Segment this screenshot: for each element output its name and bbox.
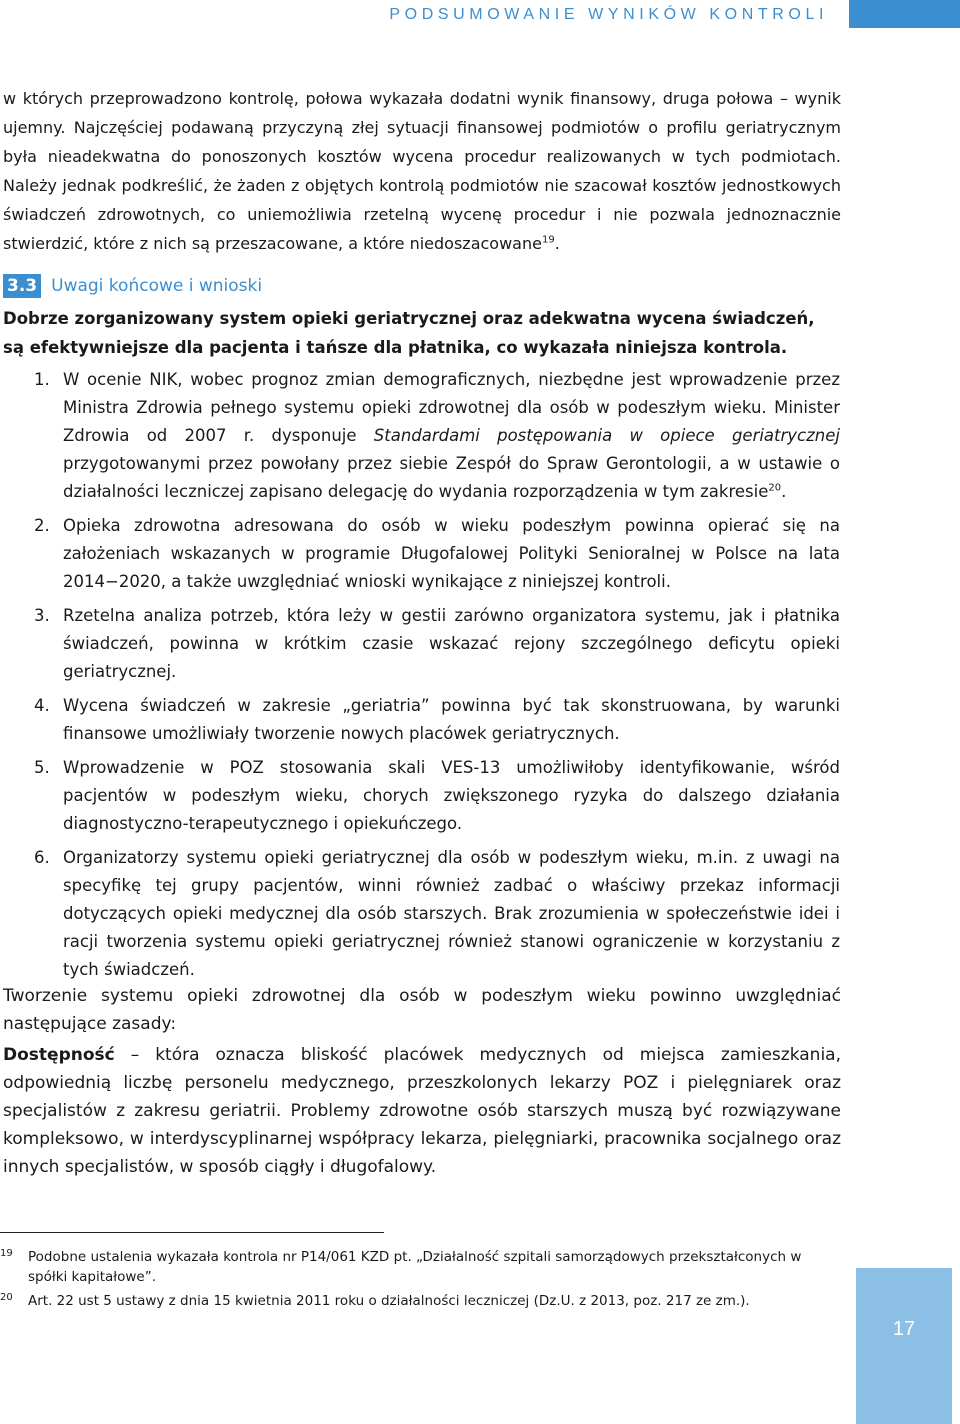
footnote-ref-19[interactable]: 19 bbox=[541, 234, 555, 246]
footnotes bbox=[0, 1247, 840, 1315]
header-color-block bbox=[849, 0, 960, 28]
intro-paragraph bbox=[3, 84, 841, 258]
footnote-text: Art. 22 ust 5 ustawy z dnia 15 kwietnia 2011 roku o działalności leczniczej (Dz.U. z 2013, poz. 217 ze zm.). bbox=[28, 1293, 750, 1309]
footnote-19 bbox=[0, 1247, 840, 1287]
finding-number: 1. bbox=[34, 370, 50, 389]
finding-text: Wprowadzenie w POZ stosowania skali VES-13 umożliwiłoby identyfikowanie, wśród pacjentów w podeszłym wieku, chorych zwiększonego ryzyka do dalszego działania diagnostyczno-terapeutycznego i opiekuńczego. bbox=[63, 758, 840, 833]
footnote-ref-20[interactable]: 20 bbox=[768, 482, 782, 494]
footnote-number: 20 bbox=[0, 1292, 13, 1303]
lead-paragraph: Dobrze zorganizowany system opieki geriatrycznej oraz adekwatna wycena świadczeń, są efektywniejsze dla pacjenta i tańsze dla płatnika, co wykazała niniejsza kontrola. bbox=[3, 309, 815, 357]
finding-item-6 bbox=[0, 844, 840, 984]
section-number: 3.3 bbox=[3, 274, 41, 298]
standards-title: Standardami postępowania w opiece geriatrycznej bbox=[373, 426, 840, 445]
finding-text-end: . bbox=[781, 482, 787, 501]
section-title: Uwagi końcowe i wnioski bbox=[51, 276, 263, 296]
intro-text: w których przeprowadzono kontrolę, połowa wykazała dodatni wynik finansowy, druga połowa – wynik ujemny. Najczęściej podawaną przyczyną złej sytuacji finansowej podmiotów o profilu geriatrycznym była nieadekwatna do ponoszonych kosztów wycena procedur realizowanych w tych podmiotach. Należy jednak podkreślić, że żaden z objętych kontrolą podmiotów nie szacował kosztów jednostkowych świadczeń zdrowotnych, co uniemożliwia rzetelną wycenę procedur i nie pozwala jednoznacznie stwierdzić, które z nich są przeszacowane, a które niedoszacowane bbox=[3, 89, 841, 253]
finding-item-1 bbox=[0, 366, 840, 506]
finding-item-4 bbox=[0, 692, 840, 748]
finding-text-part: W ocenie NIK, wobec prognoz zmian demograficznych, niezbędne jest wprowadzenie przez Ministra Zdrowia pełnego systemu opieki zdrowotnej dla osób w podeszłym wieku. Minister Zdrowia od 2007 r. dysponuje bbox=[63, 370, 840, 445]
accessibility-definition: – która oznacza bliskość placówek medycznych od miejsca zamieszkania, odpowiednią liczbę personelu medycznego, przeszkolonych lekarzy POZ i pielęgniarek oraz specjalistów z zakresu geriatrii. Problemy zdrowotne osób starszych muszą być rozwiązywane kompleksowo, w interdyscyplinarnej współpracy lekarza, pielęgniarki, pracownika socjalnego oraz innych specjalistów, w sposób ciągły i długofalowy. bbox=[3, 1045, 841, 1177]
finding-number: 2. bbox=[34, 516, 50, 535]
finding-item-2 bbox=[0, 512, 840, 596]
finding-text: Organizatorzy systemu opieki geriatrycznej dla osób w podeszłym wieku, m.in. z uwagi na specyfikę tej grupy pacjentów, winni również zadbać o właściwy przekaz informacji dotyczących opieki medycznej dla osób starszych. Brak zrozumienia w społeczeństwie idei i racji tworzenia systemu opieki geriatrycznej również stanowi ograniczenie w korzystaniu z tych świadczeń. bbox=[63, 848, 840, 979]
page-number-box bbox=[856, 1268, 952, 1424]
finding-number: 4. bbox=[34, 696, 50, 715]
footnote-number: 19 bbox=[0, 1248, 13, 1259]
footnote-20 bbox=[0, 1291, 840, 1311]
finding-number: 3. bbox=[34, 606, 50, 625]
finding-item-5 bbox=[0, 754, 840, 838]
finding-text: Opieka zdrowotna adresowana do osób w wieku podeszłym powinna opierać się na założeniach wskazanych w programie Długofalowej Polityki Senioralnej w Polsce na lata 2014−2020, a także uwzględniać wnioski wynikające z niniejszej kontroli. bbox=[63, 516, 840, 591]
findings-list bbox=[0, 366, 840, 984]
section-heading bbox=[3, 272, 262, 300]
finding-text: Rzetelna analiza potrzeb, która leży w gestii zarówno organizatora systemu, jak i płatnika świadczeń, powinna w krótkim czasie wskazać rejony szczególnego deficytu opieki geriatrycznej. bbox=[63, 606, 840, 681]
accessibility-paragraph bbox=[3, 1041, 841, 1181]
running-header: PODSUMOWANIE WYNIKÓW KONTROLI bbox=[389, 6, 828, 23]
finding-item-3 bbox=[0, 602, 840, 686]
intro-end: . bbox=[554, 234, 560, 253]
footnote-text: Podobne ustalenia wykazała kontrola nr P14/061 KZD pt. „Działalność szpitali samorządowych przekształconych w spółki kapitałowe”. bbox=[28, 1249, 802, 1285]
finding-text bbox=[63, 366, 840, 506]
principles-intro: Tworzenie systemu opieki zdrowotnej dla osób w podeszłym wieku powinno uwzględniać następujące zasady: bbox=[3, 986, 841, 1034]
footnote-divider bbox=[0, 1232, 384, 1233]
finding-text-part: przygotowanymi przez powołany przez siebie Zespół do Spraw Gerontologii, a w ustawie o działalności leczniczej zapisano delegację do wydania rozporządzenia w tym zakresie bbox=[63, 454, 840, 501]
finding-number: 5. bbox=[34, 758, 50, 777]
finding-number: 6. bbox=[34, 848, 50, 867]
finding-text: Wycena świadczeń w zakresie „geriatria” powinna być tak skonstruowana, by warunki finansowe umożliwiały tworzenie nowych placówek geriatrycznych. bbox=[63, 696, 840, 743]
accessibility-term: Dostępność bbox=[3, 1045, 115, 1065]
page-number: 17 bbox=[892, 1318, 916, 1340]
